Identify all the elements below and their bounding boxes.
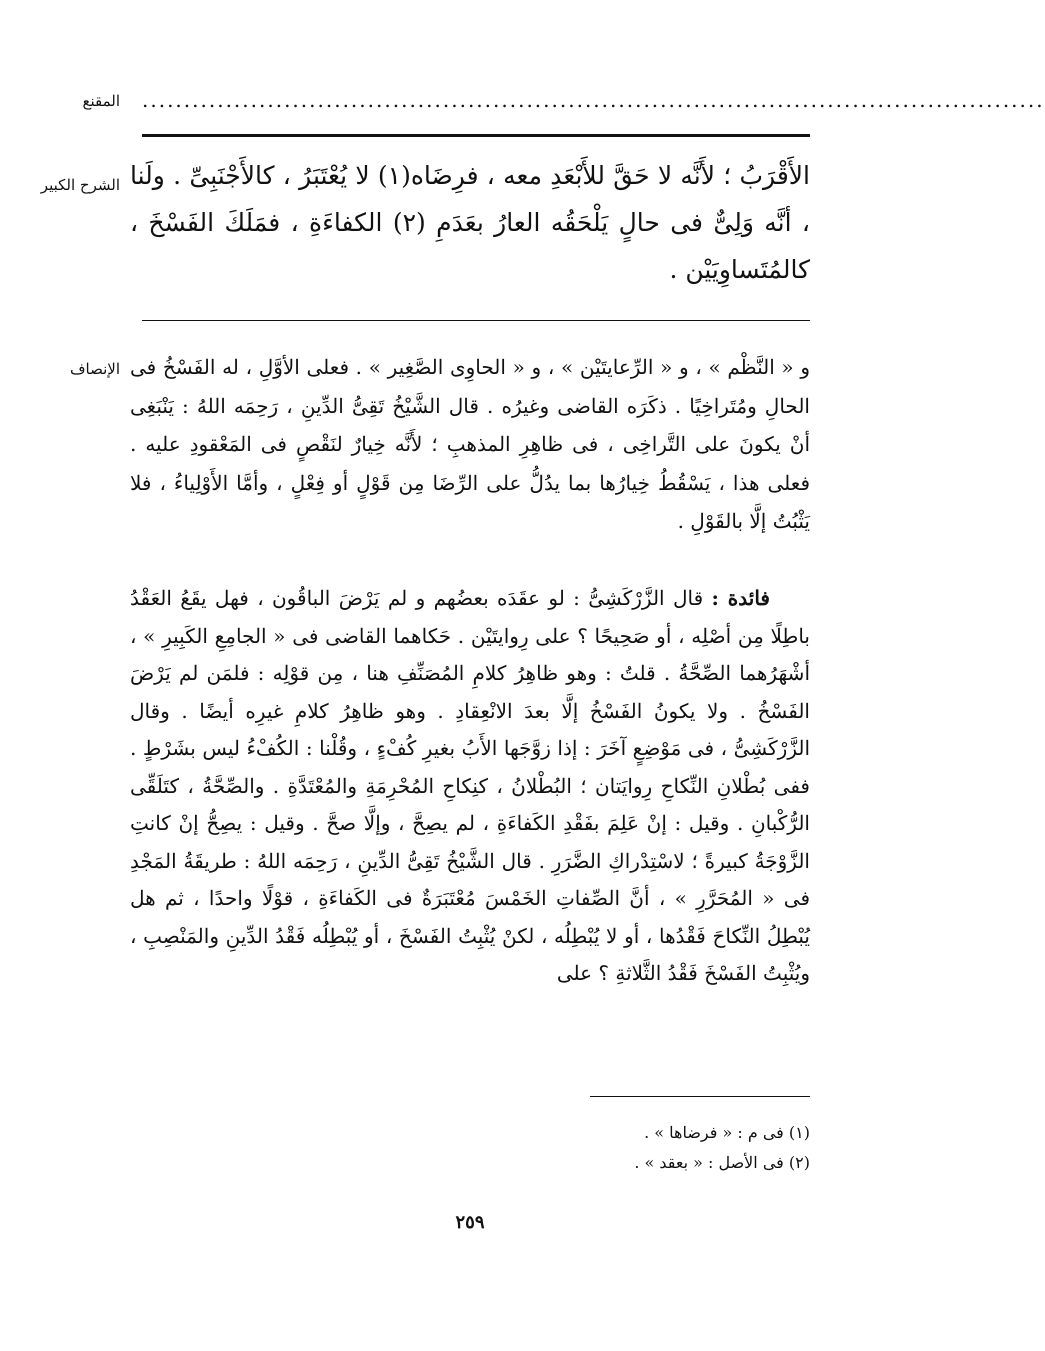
footnotes — [400, 1118, 810, 1178]
sharh-text-block — [130, 152, 810, 293]
insaf-text-block — [130, 348, 810, 541]
footnote-2: (٢) فى الأصل : « بعقد » . — [634, 1153, 810, 1172]
faida-label: فائدة : — [711, 586, 770, 610]
faida-body: قال الزَّرْكَشِىُّ : لو عقَدَه بعضُهم و لم يَرْضَ الباقُون ، فهل يقَعُ العَقْدُ باطِلًا مِن أصْلِه ، أو صَحِيحًا ؟ على رِوايتَيْن . حَكاهما القاضى فى « الجامِعِ الكَبِيرِ » ، أشْهَرُهما الصِّحَّةُ . قلتُ : وهو ظاهِرُ كلامِ المُصَنِّفِ هنا ، مِن قوْلِه : فلمَن لم يَرْضَ الفَسْخُ . ولا يكونُ الفَسْخُ إلَّا بعدَ الانْعِقادِ . وهو ظاهِرُ كلامِ غيرِه أيضًا . وقال الزَّرْكَشِىُّ ، فى مَوْضِعٍ آخَرَ : إذا زوَّجَها الأَبُ بغيرِ كُفْءٍ ، وقُلْنا : الكُفْءُ ليس بشَرْطٍ . ففى بُطْلانِ النِّكاحِ رِوايَتان ؛ البُطْلانُ ، كنِكاحِ المُحْرِمَةِ والمُعْتَدَّةِ . والصِّحَّةُ ، كتَلَقِّى الرُّكْبانِ . وقيل : إنْ عَلِمَ بفَقْدِ الكَفاءَةِ ، لم يصِحَّ ، وإلَّا صحَّ . وقيل : يصِحُّ إنْ كانتِ الزَّوْجَةُ كبيرةً ؛ لاسْتِدْراكِ الضَّرَرِ . قال الشَّيْخُ تَقِىُّ الدِّينِ ، رَحِمَه اللهُ : طريقَةُ المَجْدِ فى « المُحَرَّرِ » ، أنَّ الصِّفاتِ الخَمْسَ مُعْتَبَرَةٌ فى الكَفاءَةِ ، قوْلًا واحدًا ، ثم هل يُبْطِلُ النِّكاحَ فَقْدُها ، أو لا يُبْطِلُه ، لكنْ يُثْبِتُ الفَسْخَ ، أو يُبْطِلُه فَقْدُ الدِّينِ والمَنْصِبِ ، ويُثْبِتُ الفَسْخَ فَقْدُ الثَّلاثةِ ؟ على — [130, 586, 811, 985]
sharh-paragraph: الأَقْرَبُ ؛ لأَنَّه لا حَقَّ للأَبْعَدِ معه ، فرِضَاه(١) لا يُعْتَبَرُ ، كالأَجْنَبِىِّ . ولَنا ، أنَّه وَلِىٌّ فى حالٍ يَلْحَقُه العارُ بعَدَمِ (٢) الكفاءَةِ ، فمَلَكَ الفَسْخَ ، كالمُتَساوِيَيْن . — [130, 161, 811, 284]
insaf-paragraph: و « النَّظْم » ، و « الرِّعايتَيْن » ، و « الحاوِى الصَّغِير » . فعلى الأوَّلِ ، له الفَسْخُ فى الحالِ ومُتَراخِيًا . ذكَرَه القاضى وغيرُه . قال الشَّيْخُ تَقِىُّ الدِّينِ ، رَحِمَه اللهُ : يَنْبَغِى أنْ يكونَ على التَّراخِى ، فى ظاهِرِ المذهبِ ؛ لأَنَّه خِيارٌ لنَقْصٍ فى المَعْقودِ عليه . فعلى هذا ، يَسْقُطُ خِيارُها بما يدُلُّ على الرِّضَا مِن قَوْلٍ أو فِعْلٍ ، وأمَّا الأَوْلِياءُ ، فلا يَثْبُتُ إلَّا بالقَوْلِ . — [130, 355, 810, 533]
header-dot-leader: ............................................................................................................ — [142, 88, 1045, 112]
faida-paragraph — [130, 580, 810, 993]
footnote-1: (١) فى م : « فرضاها » . — [644, 1123, 810, 1142]
section-divider — [142, 320, 810, 321]
section-label-sharh: الشرح الكبير — [40, 176, 120, 194]
header-rule — [142, 134, 810, 137]
section-label-insaf: الإنصاف — [69, 360, 120, 378]
page-number: ٢٥٩ — [455, 1212, 485, 1233]
footnote-rule — [590, 1096, 810, 1097]
header-book-title: المقنع — [82, 92, 120, 110]
faida-text-block — [130, 580, 810, 993]
